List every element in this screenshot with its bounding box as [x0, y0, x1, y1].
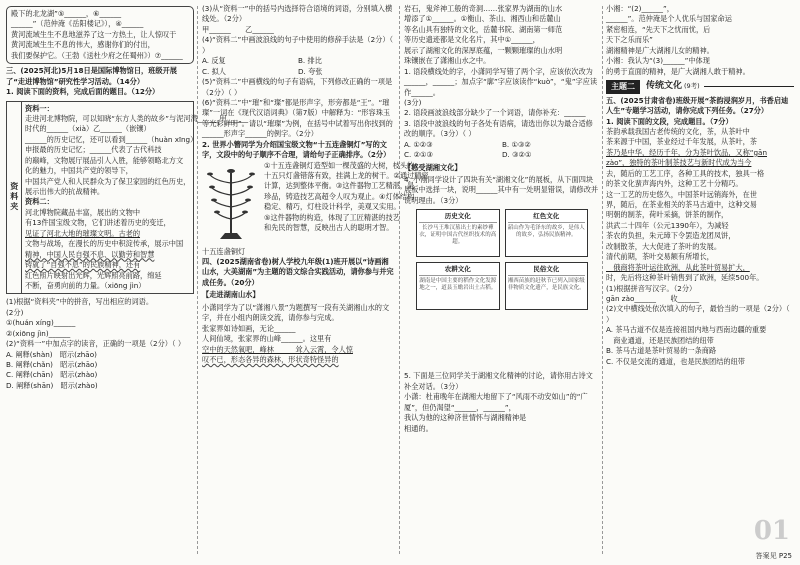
passage-line-underlined: 俄商将茶叶运往欧洲，从此茶叶贸易扩大，: [606, 262, 750, 272]
material-2-head: 资料二：: [25, 197, 54, 207]
lamp-passage: [202, 160, 429, 257]
material-line: 文物与战场，在漫长的历史中积淀传承，展示中国: [25, 239, 184, 249]
page-number: 01: [753, 516, 790, 547]
question-4: 4. 小刚同学设计了四块有关“湖湘文化”的展板，从下面四块展板中选择一块，说明______其中有一处明显错误，请修改并说明理由。（3分）: [404, 175, 599, 205]
passage-line: 清代前期，茶叶交易额有所增长，: [606, 252, 714, 262]
material-line: 不断，奋勇向前的力量。（xiōng jìn）: [25, 280, 146, 290]
options-group: [404, 140, 600, 161]
board-title: 农耕文化: [419, 265, 497, 275]
board-farming[interactable]: [416, 262, 500, 310]
subquestion-6: (6)“资料二”中“璀”和“璨”都是形声字，形旁都是“王”。“璀璨”一词在《现代汉语词典》（第7版）中解释为：“形容珠玉等光彩鲜明”。请以“璀璨”为例，在括号中试着写出你找到的______形声字______的例字。（2分）: [202, 97, 393, 139]
theme-tag: 主题二: [606, 80, 640, 94]
board-title: 历史文化: [419, 212, 497, 222]
option-a[interactable]: A. 反复: [202, 56, 226, 66]
poem-fill-box: [6, 6, 194, 64]
passage-line: 这一工艺的历史悠久，中国茶叶远销海外，在世: [606, 189, 757, 199]
answer-space[interactable]: [404, 313, 600, 371]
subquestion-1: (1)根据拼音写汉字。（2分）: [606, 283, 697, 293]
dialog-line: 小潇：杜甫晚年在湖湘大地留下了“风雨不动安如山”的“广: [404, 392, 588, 402]
dialog-line: 湖湘精神是广大湖湘儿女的精神。: [606, 45, 714, 55]
option-a[interactable]: A. 阐释(shàn) 昭示(zhāo): [6, 349, 97, 359]
question-3: 3. 语段中波浪线的句子各处有语病，请选出你以为最合适修改的顺序。（3分）（ ）: [404, 118, 593, 139]
subquestion-1: (1)根据“资料夹”中的拼音，写出相应的词语。: [6, 297, 154, 307]
option-c[interactable]: C. 不仅是交流的通道，也是民族团结的纽带: [606, 356, 745, 366]
passage-line: 界，随后，在茶业相关的茶马古道中，这种交易: [606, 200, 757, 210]
box-line: 我们要保护它。（王勃《送杜少府之任蜀州》）⑦______: [11, 50, 183, 60]
question-1: 1. 语段横线处的字，小潇同学写错了两个字，应该依次改为______，______；加点字“廓”字应该读作“kuò”，“鬼”字应读作______。: [404, 66, 598, 97]
passage-line: 改制散茶，大大促进了茶叶的发展。: [606, 241, 722, 251]
passage-line: 增添了①______。①衡山、茶山、湘西山和岳麓山: [404, 14, 561, 24]
passage-line: 人间仙境，张家界的山峰______。这里有: [202, 334, 332, 344]
passage-line: 茶来源于中国，茶业经过千年发展，从茶叶，茶: [606, 137, 757, 147]
dialog-line: 小湘：我认为“(3)______”中体现: [606, 56, 710, 66]
answer-blank[interactable]: ①(huán xíng)______: [6, 318, 76, 328]
answer-reference: 答案见 P25: [755, 551, 792, 560]
column-4: [606, 4, 794, 367]
option-c[interactable]: C. 阐释(chān) 昭示(zhào): [6, 370, 98, 380]
option-c[interactable]: C. ②①③: [404, 150, 433, 160]
dialog-line: 小湘：“(2)______”，: [606, 4, 674, 13]
passage-line: 茶农的负担，朱元璋下令罢造龙团凤饼，: [606, 231, 736, 241]
board-text: 湖南是中国主要的稻作文化发源地之一，道县玉蟾岩出土古稻。: [419, 277, 497, 291]
board-title: 红色文化: [508, 212, 586, 222]
dialog-line: 相通的。: [404, 423, 433, 433]
question-5: 5. 下面是三位同学关于湖湘文化精神的讨论，请你用古诗文补全对话。（3分）: [404, 371, 593, 391]
passage-line: 去，随后的工艺工序，各种工具的技术，独具一格: [606, 168, 765, 178]
subquestion-2: (2)“资料一”中加点字的读音，正确的一项是（2分）（ ）: [6, 339, 186, 349]
subquestion-1-points: (2分): [6, 307, 24, 317]
lamp-caption: 十五连盏铜灯: [202, 246, 246, 256]
board-title: 民俗文化: [508, 265, 586, 275]
display-boards: [416, 209, 588, 310]
option-d[interactable]: D. 夸张: [298, 66, 323, 76]
section-heading: 【感受湖湘文化】: [404, 162, 462, 172]
passage-line: 茶韵承载我国古老传统的文化，茶，从茶叶中: [606, 126, 750, 136]
passage-line: 珠镶嵌在了潇湘山水之中。: [404, 56, 491, 66]
box-line: 黄河流域生生不息的伟大，感谢你们的付出，: [11, 40, 155, 50]
board-folk[interactable]: [505, 262, 589, 310]
passage-line: 岩石，鬼斧神工般的奇洞……张家界为湖南的山水: [404, 4, 563, 13]
passage-line: 十五只灯盏错落有致，挂满上龙的树干。②通过精密: [264, 171, 429, 180]
passage-line: 计算，达到整体平衡。③这件器物工艺精湛，是: [264, 181, 415, 191]
dialog-line: 紧密相连，“先天下之忧而忧，后: [606, 24, 711, 34]
question-5-title: 五、(2025甘肃省卷)班级开展“茶韵浸润岁月，书香启迪人生”专题学习活动，请你完成下列任务。（27分）: [606, 95, 789, 116]
material-line: 申报最的历史记忆；______代表了古代科技: [25, 145, 162, 155]
column-divider: [602, 6, 603, 554]
question-3-title: 三、(2025河北)5月18日是国际博物馆日，班级开展了“走进博物馆”研究性学习活动。（14分）: [6, 66, 177, 86]
material-line: 中国共产党人和人民群众为了保卫家园的红色历史，: [25, 176, 191, 186]
dialog-line: ______”。范仲淹是个人优乐与国家命运: [606, 14, 732, 24]
box-line: 殿下的北龙湖”⑤______，⑥______: [11, 9, 122, 18]
passage-line-underlined: 茶乃是中华，经历千年，分为茶叶饮品，又称“ɡān: [606, 147, 767, 157]
answer-blank[interactable]: 甲______ 乙______: [202, 24, 274, 34]
passage-line: ⑤这件器物的构造，体现了工匠精湛的技艺: [264, 212, 400, 222]
theme-count: (9考): [684, 82, 700, 91]
material-line: 化的魅力，中国共产党的领导下，: [25, 166, 133, 176]
question-3-sub1: 1. 阅读下面的资料，完成后面的题目。（12分）: [6, 87, 160, 97]
theme-title: 传统文化: [646, 81, 683, 92]
option-d[interactable]: D. ③②①: [502, 150, 532, 160]
subquestion-4: (4)“资料二”中画波浪线的句子中使用的修辞手法是（2分）（ ）: [202, 35, 394, 55]
material-1-head: 资料一：: [25, 103, 54, 113]
options-group: [202, 56, 394, 77]
material-folder-label: 资料夹: [7, 102, 22, 294]
option-b[interactable]: B. 排比: [298, 56, 322, 66]
material-line-wavy: 铸就了“自强不息”的民族精神，还有: [25, 260, 141, 270]
board-text: 长沙马王堆汉墓出土的素纱襌衣，证明中国古代丝织技术的高超。: [419, 224, 497, 246]
material-line: 展示出伟大的抗战精神。: [25, 187, 105, 196]
passage-line: 和先民的智慧，反映出古人的聪明才智。: [264, 223, 394, 233]
material-line: 时代的______（xià）乙______（嵌镶）: [25, 124, 151, 134]
box-line: ______”（范仲淹《岳阳楼记》），④______: [11, 19, 144, 29]
passage-line: 的茶文化蜚声海内外，这种工艺十分精巧。: [606, 179, 743, 189]
material-line-wavy: 精神，中国人民自强不息、以勤劳和智慧: [25, 249, 155, 259]
passage-line: 稳定、精巧，灯柱设计科学，美观又实用。: [264, 202, 401, 212]
board-text: 韶山作为毛泽东的故乡，是伟人的故乡，弘扬民族精神。: [507, 224, 585, 238]
material-line: 的巅峰，文物展厅展品引人入胜，能够领略北方文: [25, 155, 184, 165]
section-instruction: 小潇同学为了以“潇湘八景”为题撰写一段有关湖湘山水的文字，并在小组内朗读交流，请你参与完成。: [202, 302, 390, 323]
passage-line-underlined: zào”，独特的茶叶制茶技艺与新时代成为当今: [606, 158, 752, 168]
dialog-line: 天下之乐而乐”: [606, 35, 653, 45]
board-red[interactable]: [505, 209, 589, 257]
dialog-line: 的勇于直面的精神，是广大湖湘人敢于精神。: [606, 66, 750, 76]
question-2-title: 2. 世界小簪同学为介绍国宝级文物“十五连盏铜灯”写的文字，文段中的句子顺序不合理，请给句子正确排序。（2分）: [202, 139, 391, 160]
box-line: 黄河流域生生不息地滋养了这一方热土，让人惊叹于: [11, 29, 177, 39]
option-b[interactable]: B. ①③②: [502, 139, 531, 149]
bronze-lamp-icon: [202, 161, 260, 247]
theme-header: [606, 80, 794, 94]
answer-blank[interactable]: ②(xiōng jìn)______: [6, 328, 71, 338]
passage-line: 等名山具有独特的文化，岳麓书院、湖南第一师范: [404, 24, 563, 34]
option-a[interactable]: A. ①②③: [404, 139, 433, 149]
passage-line: ①十五连盏铜灯造型如一棵茂盛的大树，枝头的: [264, 160, 415, 170]
material-line: 有13件国宝级文物，它们讲述着历史的变迁，: [25, 218, 171, 228]
option-a-cont: 商业通道，还是民族团结的纽带: [606, 335, 714, 345]
option-a[interactable]: A. 茶马古道不仅是连接祖国内地与西南边疆的重要: [606, 325, 767, 335]
subquestion-5: (5)“资料二”中画横线的句子有语病，下列修改正确的一项是（2分）（ ）: [202, 77, 393, 97]
material-line: 红色照片映射出光辉，光辉照亮前路，绵延: [25, 270, 162, 280]
board-text: 湘西苗族的赶秋节已列入国家级非物质文化遗产，是民族文化。: [507, 277, 585, 291]
passage-line: 珍品，铸造技艺高超令人叹为观止。④灯体结构: [264, 191, 415, 201]
passage-line-underlined: 空中的天然氧吧，峰林______耸入云霄，令人惊: [202, 344, 353, 354]
option-d[interactable]: D. 阐释(shān) 昭示(zhào): [6, 380, 98, 390]
passage-line: 时，先后将这种茶叶销售到了欧洲，延续500年。: [606, 273, 764, 283]
option-b[interactable]: B. 阐释(chǎn) 昭示(zhāo): [6, 360, 98, 369]
answer-blank[interactable]: gān zào______ 收______: [606, 293, 700, 303]
passage-line-wavy: 叹不已，形态各异的森林，形状奇特怪异的: [202, 354, 339, 364]
column-divider: [399, 6, 400, 554]
subquestion-3: (3)从“资料一”中的括号内选择符合语境的词语，分别填入横线处。（2分）: [202, 4, 393, 24]
material-line: 走进河北博物院，可以知晓“东方人类的故乡”与泥河湾______甲______: [25, 113, 249, 123]
option-c[interactable]: C. 拟人: [202, 66, 226, 76]
dialog-line: 厦”，但仍渴望“______，______”，: [404, 402, 516, 412]
passage-line: 展示了湖湘文化的深厚底蕴，一颗颗璀璨的山水明: [404, 45, 563, 55]
question-1-points: (3分): [404, 97, 422, 107]
passage-line: 洪武二十四年（公元1390年），为减轻: [606, 220, 729, 230]
passage-line: 明朝的制茶，荷叶采摘，饼茶的制作，: [606, 210, 729, 220]
question-5-sub1: 1. 阅读下面的文段，完成题目。（7分）: [606, 116, 733, 126]
section-heading: 【走进湖南山水】: [202, 290, 260, 300]
dialog-line: 我认为他的这种济世情怀与湖湘精神是: [404, 413, 527, 423]
column-3: [404, 4, 600, 434]
passage-line: 等历史遗迹都是文化名片，其中①______，: [404, 35, 540, 45]
question-2: 2. 语段画波浪线部分缺少了一个词语，请你补充：______: [404, 108, 586, 118]
material-line: ______的历史记忆，还可以看到______（huàn xīng）: [25, 134, 198, 144]
board-history[interactable]: [416, 209, 500, 257]
subquestion-2: (2)文中横线处依次填入的句子，最恰当的一项是（2分）（ ）: [606, 304, 790, 324]
passage-line: 张家界如诗如画，无论______: [202, 323, 296, 333]
option-b[interactable]: B. 茶马古道是茶叶贸易的一条商路: [606, 346, 717, 356]
material-line: 河北博物院藏品丰富，展出的文物中: [25, 207, 141, 217]
theme-rule: [704, 86, 794, 87]
material-line-underlined: 见证了河北大地的璀璨文明。古老的: [25, 228, 141, 238]
question-4-title: 四、(2025湖南省卷)树人学校九年级(1)班开展以“诗画湘山水，大美湖南”为主题的语文综合实践活动，请你参与并完成任务。（20分）: [202, 257, 394, 287]
